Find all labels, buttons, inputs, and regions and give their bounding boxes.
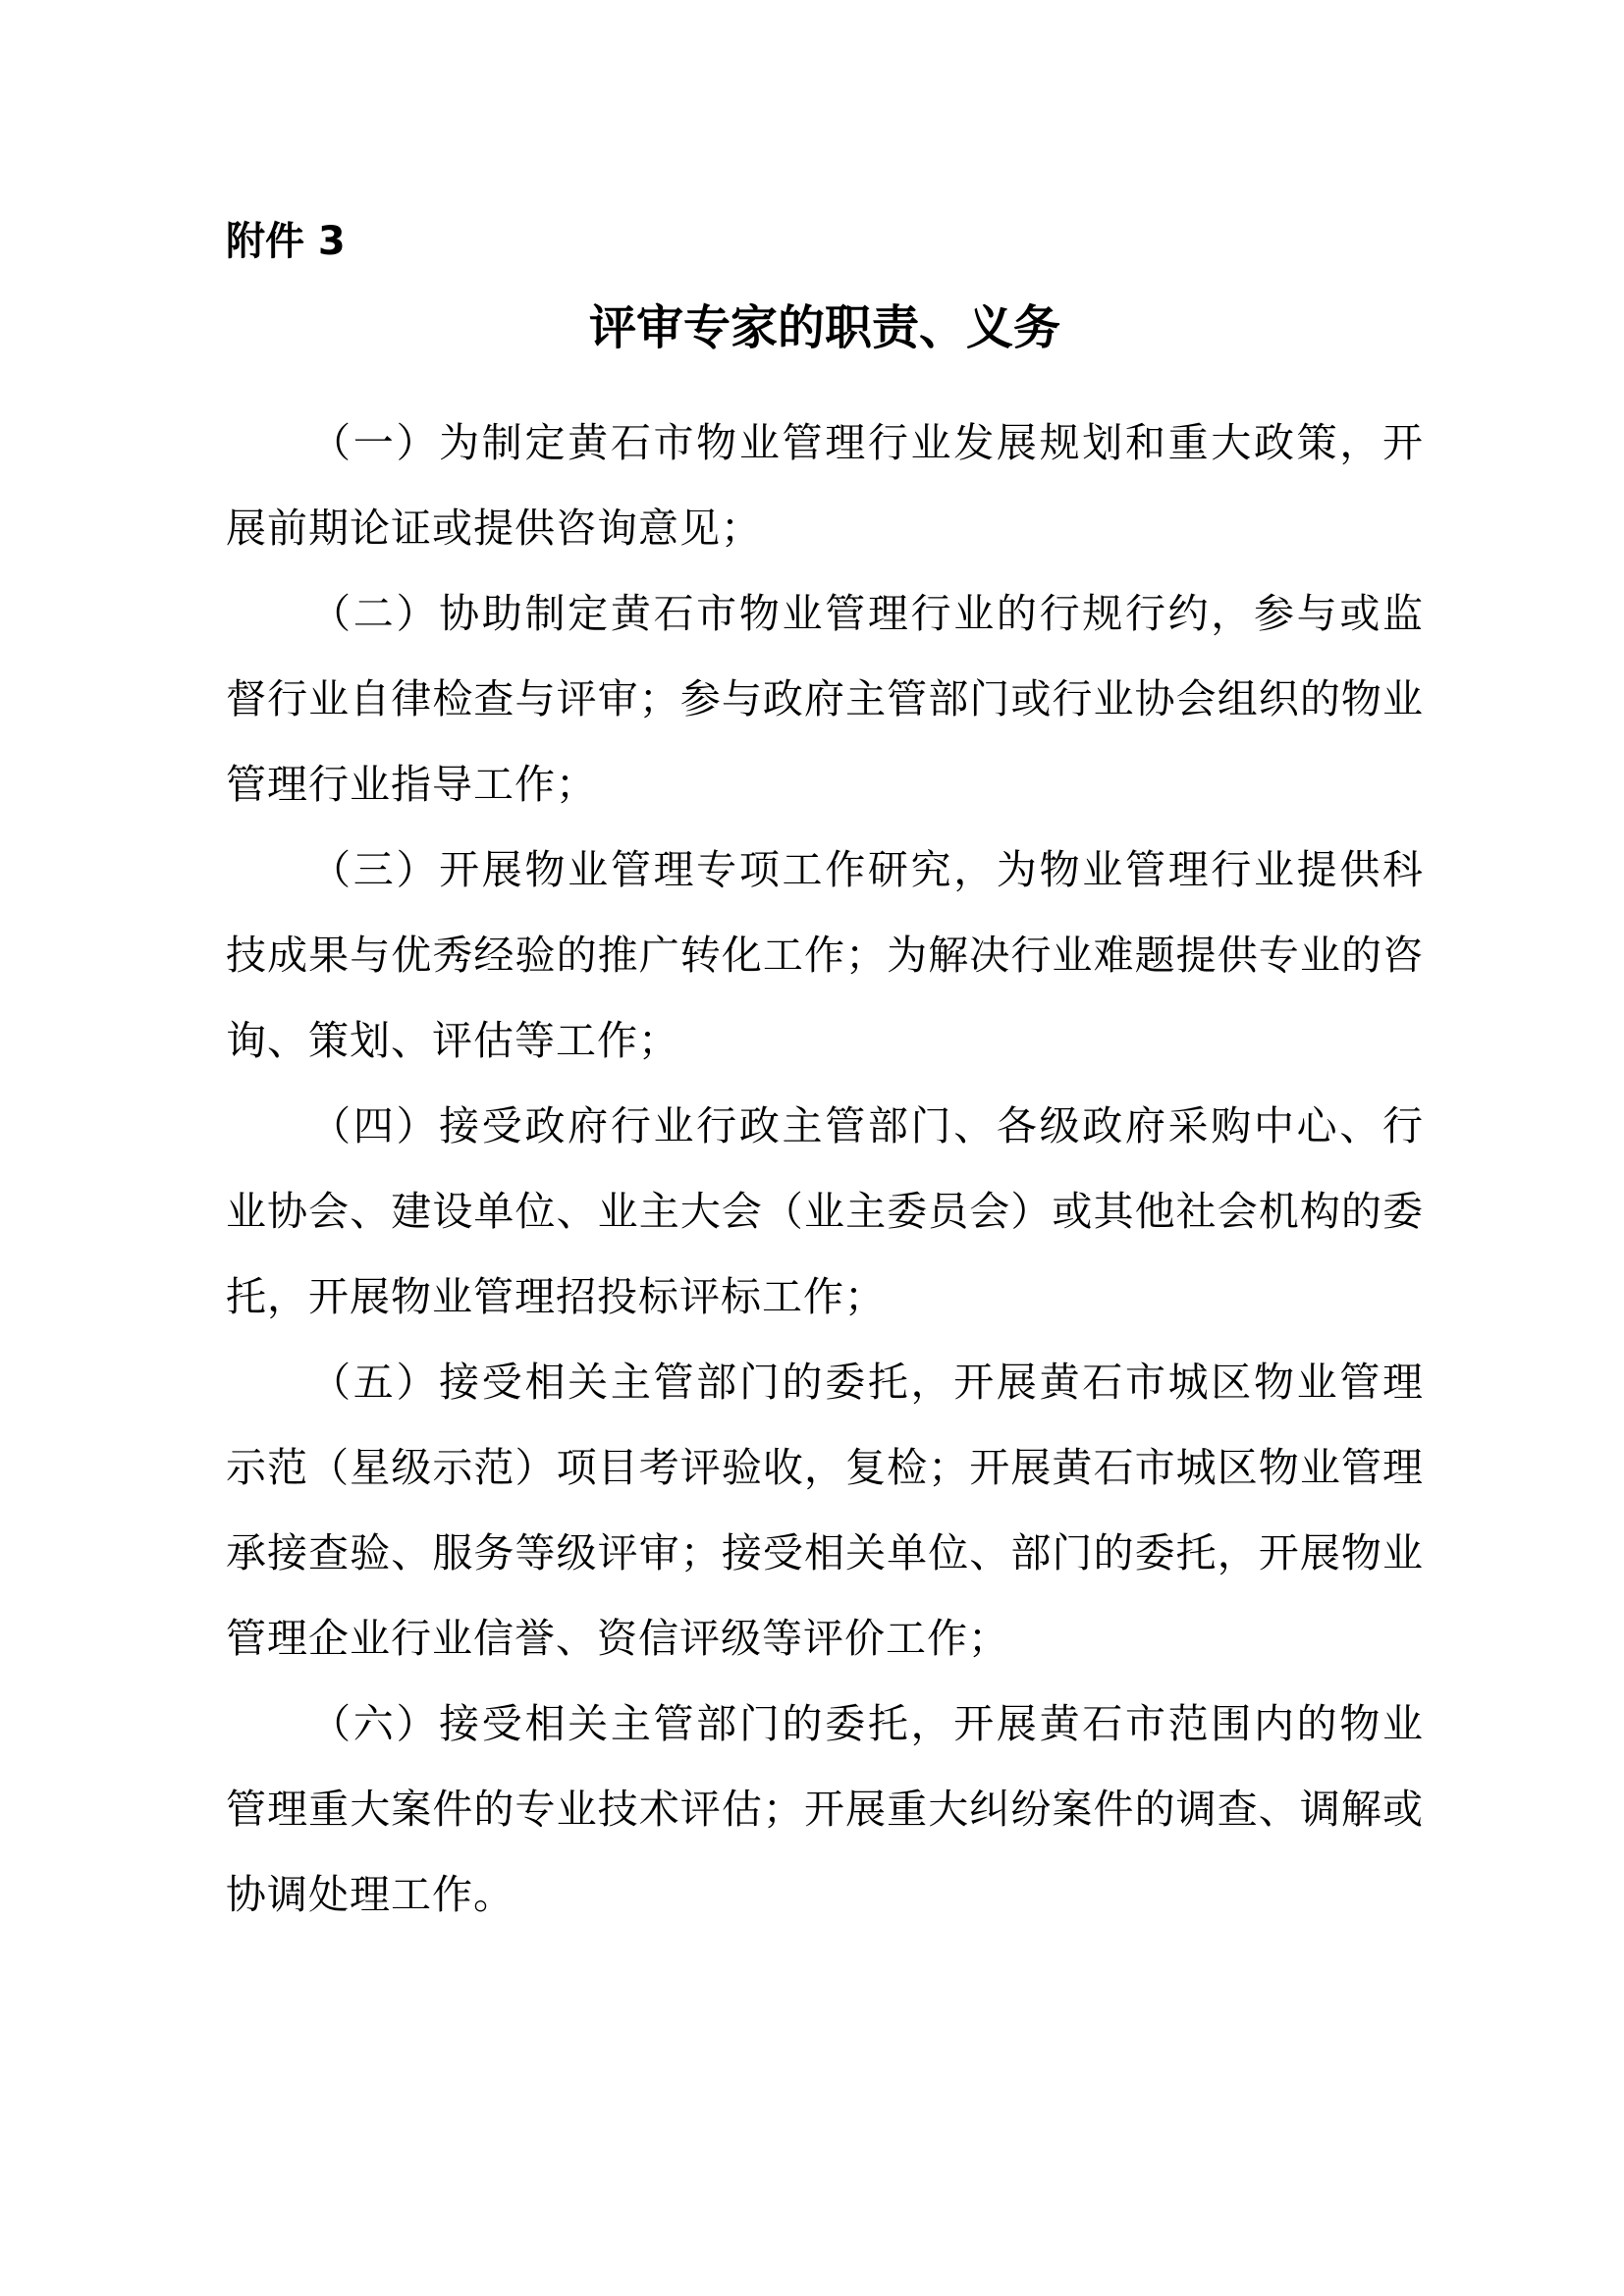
document-title: 评审专家的职责、义务 [588,300,1060,355]
paragraph-4: （四）接受政府行业行政主管部门、各级政府采购中心、行业协会、建设单位、业主大会（业主委员会）或其他社会机构的委托，开展物业管理招投标评标工作； [226,1102,1424,1320]
paragraph-6: （六）接受相关主管部门的委托，开展黄石市范围内的物业管理重大案件的专业技术评估；开展重大纠纷案件的调查、调解或协调处理工作。 [226,1700,1424,1918]
paragraph-1: （一）为制定黄石市物业管理行业发展规划和重大政策，开展前期论证或提供咨询意见； [226,419,1424,552]
paragraph-5: （五）接受相关主管部门的委托，开展黄石市城区物业管理示范（星级示范）项目考评验收，复检；开展黄石市城区物业管理承接查验、服务等级评审；接受相关单位、部门的委托，开展物业管理企业行业信誉、资信评级等评价工作； [226,1359,1424,1662]
document-body [226,400,1424,1938]
paragraph-3: （三）开展物业管理专项工作研究，为物业管理行业提供科技成果与优秀经验的推广转化工作；为解决行业难题提供专业的咨询、策划、评估等工作； [226,846,1424,1064]
paragraph-2: （二）协助制定黄石市物业管理行业的行规行约，参与或监督行业自律检查与评审；参与政府主管部门或行业协会组织的物业管理行业指导工作； [226,590,1424,808]
attachment-label: 附件 3 [226,219,346,264]
